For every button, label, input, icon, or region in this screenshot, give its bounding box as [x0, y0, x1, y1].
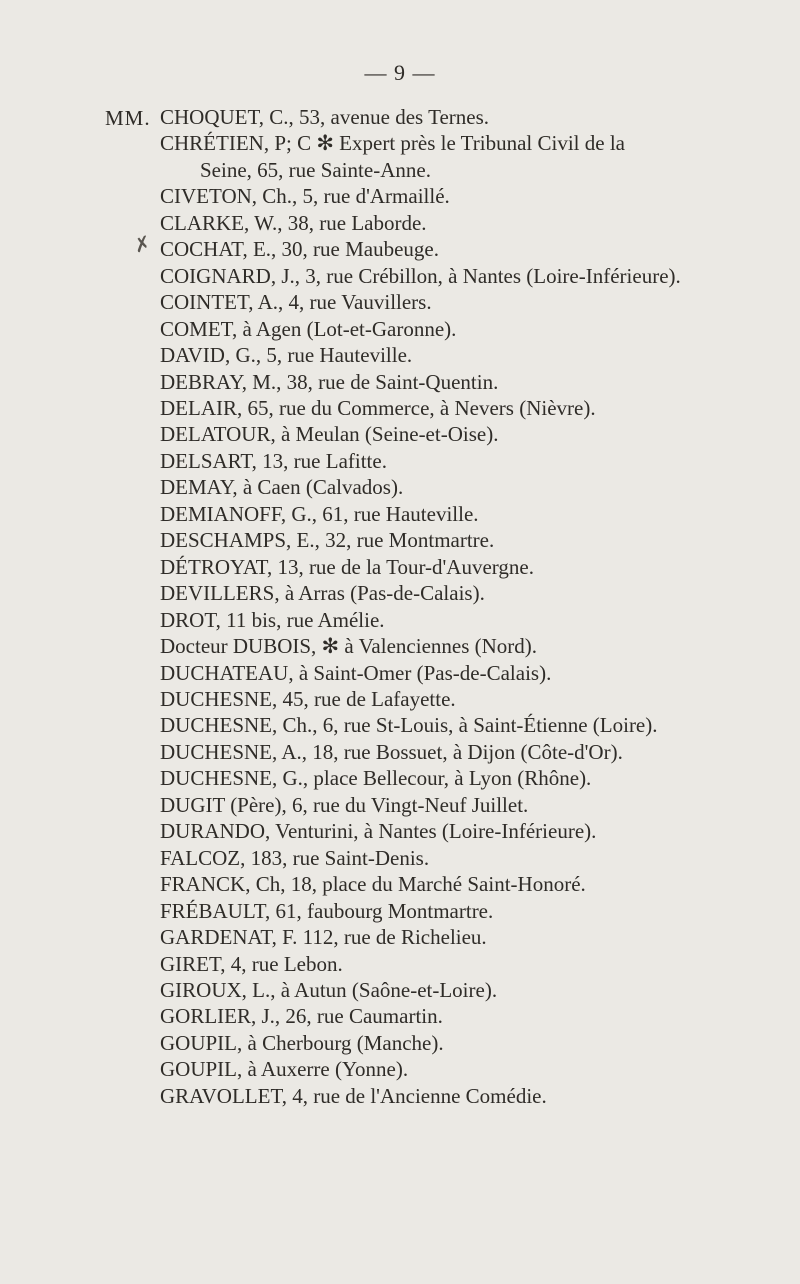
- list-item: DEMAY, à Caen (Calvados).: [160, 475, 404, 500]
- list-item-continuation: Seine, 65, rue Sainte-Anne.: [200, 157, 431, 182]
- list-item: GOUPIL, à Auxerre (Yonne).: [160, 1057, 409, 1082]
- list-item: DÉTROYAT, 13, rue de la Tour-d'Auvergne.: [160, 554, 534, 579]
- margin-mark: ✗: [131, 232, 154, 258]
- list-item: COMET, à Agen (Lot-et-Garonne).: [160, 316, 457, 341]
- list-item: GARDENAT, F. 112, rue de Richelieu.: [160, 925, 487, 950]
- page-number: — 9 —: [364, 60, 436, 85]
- list-item: FALCOZ, 183, rue Saint-Denis.: [160, 845, 430, 870]
- list-item: CLARKE, W., 38, rue Laborde.: [160, 210, 427, 235]
- list-item: DROT, 11 bis, rue Amélie.: [160, 607, 385, 632]
- list-item: GOUPIL, à Cherbourg (Manche).: [160, 1030, 444, 1055]
- list-item: COINTET, A., 4, rue Vauvillers.: [160, 290, 432, 315]
- list-item: CIVETON, Ch., 5, rue d'Armaillé.: [160, 184, 450, 209]
- list-item: GORLIER, J., 26, rue Caumartin.: [160, 1004, 443, 1029]
- list-item: DUCHESNE, G., place Bellecour, à Lyon (Rhône).: [160, 766, 592, 791]
- member-list: [160, 104, 720, 1109]
- list-item: DUCHESNE, A., 18, rue Bossuet, à Dijon (Côte-d'Or).: [160, 739, 623, 764]
- list-item: DELATOUR, à Meulan (Seine-et-Oise).: [160, 422, 499, 447]
- list-item: DELSART, 13, rue Lafitte.: [160, 448, 387, 473]
- list-item: DUCHESNE, 45, rue de Lafayette.: [160, 686, 456, 711]
- list-item: DEVILLERS, à Arras (Pas-de-Calais).: [160, 581, 485, 606]
- list-item: DUCHESNE, Ch., 6, rue St-Louis, à Saint-Étienne (Loire).: [160, 713, 658, 738]
- list-item: CHOQUET, C., 53, avenue des Ternes.: [160, 105, 490, 129]
- list-item: CHRÉTIEN, P; C ✻ Expert près le Tribunal Civil de la: [160, 131, 625, 156]
- list-item: GRAVOLLET, 4, rue de l'Ancienne Comédie.: [160, 1083, 547, 1108]
- list-item: GIROUX, L., à Autun (Saône-et-Loire).: [160, 977, 498, 1002]
- list-item: DURANDO, Venturini, à Nantes (Loire-Inférieure).: [160, 819, 597, 844]
- honorific-prefix: MM.: [105, 106, 151, 130]
- list-item: FRANCK, Ch, 18, place du Marché Saint-Honoré.: [160, 872, 586, 897]
- list-item: GIRET, 4, rue Lebon.: [160, 951, 343, 976]
- list-item: DAVID, G., 5, rue Hauteville.: [160, 343, 413, 368]
- list-item: DESCHAMPS, E., 32, rue Montmartre.: [160, 528, 495, 553]
- list-item: FRÉBAULT, 61, faubourg Montmartre.: [160, 898, 494, 923]
- list-item: Docteur DUBOIS, ✻ à Valenciennes (Nord).: [160, 634, 538, 659]
- list-item: DELAIR, 65, rue du Commerce, à Nevers (Nièvre).: [160, 395, 596, 420]
- list-item: DUGIT (Père), 6, rue du Vingt-Neuf Juillet.: [160, 792, 529, 817]
- list-item: DUCHATEAU, à Saint-Omer (Pas-de-Calais).: [160, 660, 552, 685]
- list-item: DEMIANOFF, G., 61, rue Hauteville.: [160, 501, 479, 526]
- list-item: DEBRAY, M., 38, rue de Saint-Quentin.: [160, 369, 499, 394]
- list-item: COCHAT, E., 30, rue Maubeuge.: [160, 237, 439, 262]
- list-item: COIGNARD, J., 3, rue Crébillon, à Nantes (Loire-Inférieure).: [160, 263, 681, 288]
